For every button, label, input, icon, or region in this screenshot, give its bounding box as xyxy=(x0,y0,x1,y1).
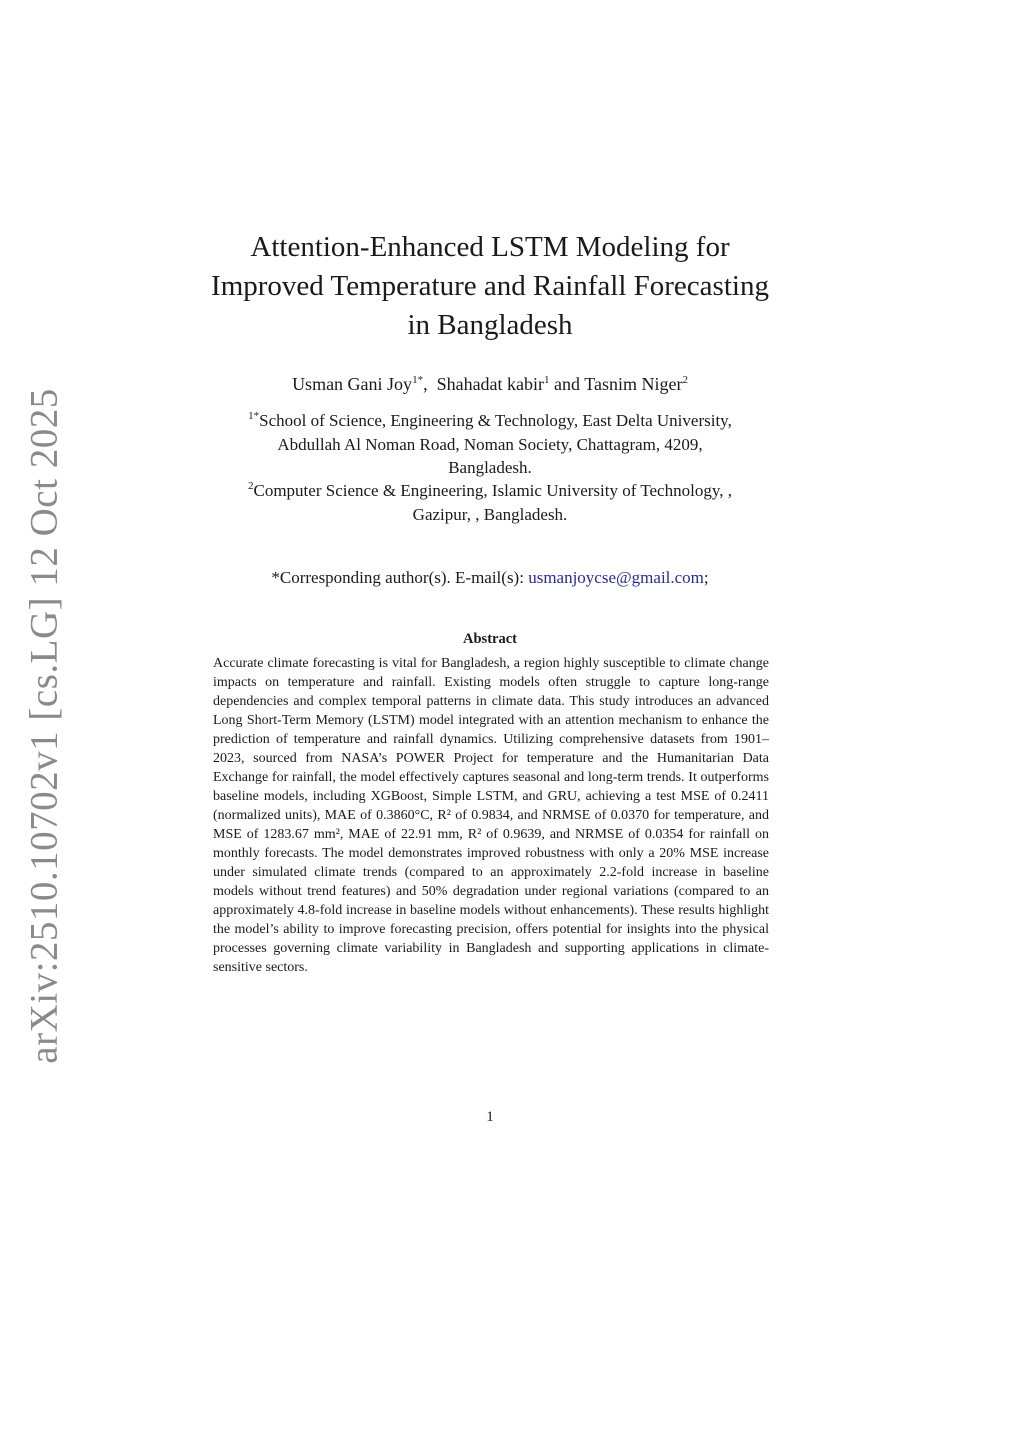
affiliation-1 xyxy=(190,409,790,480)
affiliation-2 xyxy=(190,479,790,526)
affiliation-mark: 1* xyxy=(248,410,260,422)
author-name: Usman Gani Joy xyxy=(292,374,413,394)
author-affiliation-mark: 1* xyxy=(412,374,424,386)
paper-title xyxy=(190,228,790,345)
author-separator: , xyxy=(423,374,428,394)
author-separator: and xyxy=(554,374,581,394)
abstract-heading: Abstract xyxy=(463,631,517,647)
abstract-text: Accurate climate forecasting is vital for Bangladesh, a region highly susceptible to climate change impacts on temperature and rainfall. Existing models often struggle to capture long-range dependencies and complex temporal patterns in climate data. This study introduces an advanced Long Short-Term Memory (LSTM) model integrated with an attention mechanism to enhance the prediction of temperature and rainfall dynamics. Utilizing comprehensive datasets from 1901–2023, sourced from NASA’s POWER Project for temperature and the Humanitarian Data Exchange for rainfall, the model effectively captures seasonal and long-term trends. It outperforms baseline models, including XGBoost, Simple LSTM, and GRU, achieving a test MSE of 0.2411 (normalized units), MAE of 0.3860°C, R² of 0.9834, and NRMSE of 0.0370 for temperature, and MSE of 1283.67 mm², MAE of 22.91 mm, R² of 0.9639, and NRMSE of 0.0354 for rainfall on monthly forecasts. The model demonstrates improved robustness with only a 20% MSE increase under simulated climate trends (compared to an approximately 2.2-fold increase in baseline models without trend features) and 50% degradation under regional variations (compared to an approximately 4.8-fold increase in baseline models without enhancements). These results highlight the model’s ability to improve forecasting precision, offers potential for insights into the physical processes governing climate variability in Bangladesh and supporting applications in climate-sensitive sectors. xyxy=(213,656,769,975)
affiliation-line: Bangladesh. xyxy=(448,458,532,477)
title-line: in Bangladesh xyxy=(407,309,573,341)
affiliation-line: Abdullah Al Noman Road, Noman Society, Chattagram, 4209, xyxy=(277,434,703,454)
author-name: Tasnim Niger xyxy=(584,374,683,394)
affiliation-mark: 2 xyxy=(248,480,254,492)
title-line: Improved Temperature and Rainfall Forecasting xyxy=(211,270,769,302)
corresponding-author xyxy=(190,566,790,590)
corresponding-suffix: ; xyxy=(703,568,709,587)
affiliation-line: Gazipur, , Bangladesh. xyxy=(412,504,568,524)
corresponding-prefix: *Corresponding author(s). E-mail(s): xyxy=(271,568,524,587)
author-list xyxy=(190,372,790,396)
affiliation-line: School of Science, Engineering & Technology, East Delta University, xyxy=(259,411,732,430)
author-affiliation-mark: 1 xyxy=(544,374,550,386)
author-affiliation-mark: 2 xyxy=(682,374,688,386)
author-name: Shahadat kabir xyxy=(436,374,545,394)
email-link[interactable]: usmanjoycse@gmail.com xyxy=(528,568,704,587)
arxiv-identifier-text: arXiv:2510.10702v1 [cs.LG] 12 Oct 2025 xyxy=(22,388,66,1064)
affiliation-line: Computer Science & Engineering, Islamic University of Technology, , xyxy=(253,481,732,500)
page-number: 1 xyxy=(486,1109,494,1125)
title-line: Attention-Enhanced LSTM Modeling for xyxy=(250,231,730,263)
